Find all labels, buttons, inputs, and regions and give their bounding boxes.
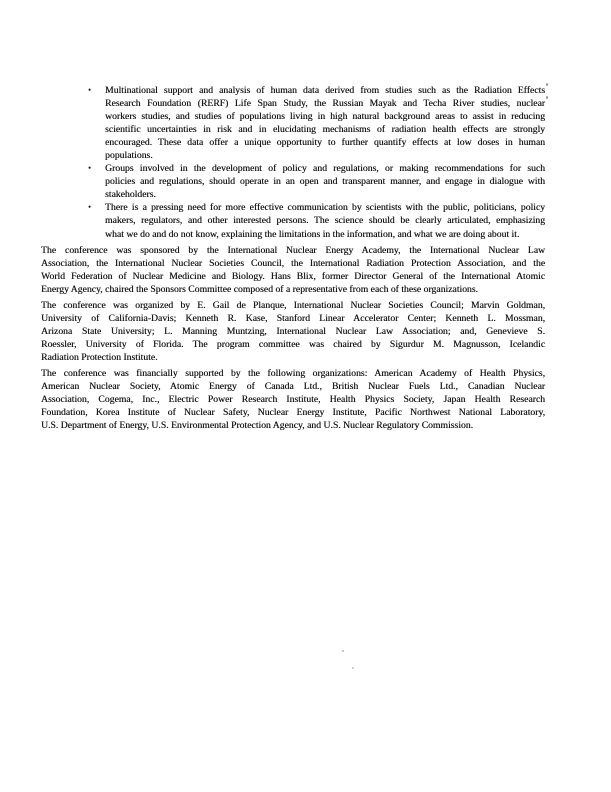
text-body	[41, 84, 545, 432]
scan-speck	[546, 96, 548, 99]
text-line: Association, the International Nuclear Societies Council, the International Radiation Protection Association, and the	[41, 257, 545, 269]
bullet-item	[41, 201, 545, 240]
text-line: World Federation of Nuclear Medicine and Biology. Hans Blix, former Director General of the International Atomic	[41, 270, 545, 282]
bullet-item	[41, 162, 545, 201]
text-line: scientific uncertainties in risk and in elucidating mechanisms of radiation health effects are strongly	[105, 124, 545, 136]
scan-speck	[342, 650, 344, 652]
bullet-icon: •	[88, 162, 92, 173]
text-line: populations.	[105, 150, 153, 162]
text-line: American Nuclear Society, Atomic Energy of Canada Ltd., British Nuclear Fuels Ltd., Canadian Nuclear	[41, 381, 545, 393]
text-line: encouraged. These data offer a unique opportunity to further quantify effects at low doses in human	[105, 137, 545, 149]
text-line: Multinational support and analysis of human data derived from studies such as the Radiation Effects	[105, 85, 545, 96]
scan-speck	[546, 83, 548, 86]
text-line: stakeholders.	[105, 189, 156, 201]
text-line: The conference was financially supported by the following organizations: American Academy of Health Physics,	[41, 367, 545, 379]
paragraph	[41, 244, 545, 296]
bullet-item	[41, 84, 545, 162]
text-line: Radiation Protection Institute.	[41, 351, 158, 363]
text-line: Arizona State University; L. Manning Muntzing, International Nuclear Law Association; and, Genevieve S.	[41, 325, 545, 337]
text-line: Association, Cogema, Inc., Electric Power Research Institute, Health Physics Society, Japan Health Research	[41, 394, 545, 406]
text-line: workers studies, and studies of populations living in high natural background areas to assist in reducing	[105, 111, 545, 123]
text-line: makers, regulators, and other interested persons. The science should be clearly articulated, emphasizing	[105, 215, 545, 227]
text-line: The conference was sponsored by the International Nuclear Energy Academy, the International Nuclear Law	[41, 244, 545, 256]
scan-speck	[352, 667, 354, 669]
text-line: policies and regulations, should operate in an open and transparent manner, and engage in dialogue with	[105, 176, 545, 188]
text-line: Research Foundation (RERF) Life Span Study, the Russian Mayak and Techa River studies, nuclear	[105, 98, 545, 110]
text-line: Energy Agency, chaired the Sponsors Committee composed of a representative from each of these organizations.	[41, 283, 478, 295]
text-line: Roessler, University of Florida. The program committee was chaired by Sigurdur M. Magnusson, Icelandic	[41, 338, 545, 350]
text-line: The conference was organized by E. Gail de Planque, International Nuclear Societies Council; Marvin Goldman,	[41, 299, 545, 311]
bullet-icon: •	[88, 201, 92, 212]
paragraph	[41, 299, 545, 364]
text-line: Foundation, Korea Institute of Nuclear Safety, Nuclear Energy Institute, Pacific Northwest National Laboratory,	[41, 407, 545, 419]
text-line: There is a pressing need for more effective communication by scientists with the public, politicians, policy	[105, 202, 545, 214]
text-line: Groups involved in the development of policy and regulations, or making recommendations for such	[105, 163, 545, 175]
paragraph	[41, 367, 545, 432]
bullet-icon: •	[88, 84, 92, 95]
text-line: U.S. Department of Energy, U.S. Environmental Protection Agency, and U.S. Nuclear Regulatory Commission.	[41, 420, 474, 432]
text-line: University of California-Davis; Kenneth R. Kase, Stanford Linear Accelerator Center; Kenneth L. Mossman,	[41, 312, 545, 324]
text-line: what we do and do not know, explaining the limitations in the information, and what we are doing about it.	[105, 228, 520, 240]
